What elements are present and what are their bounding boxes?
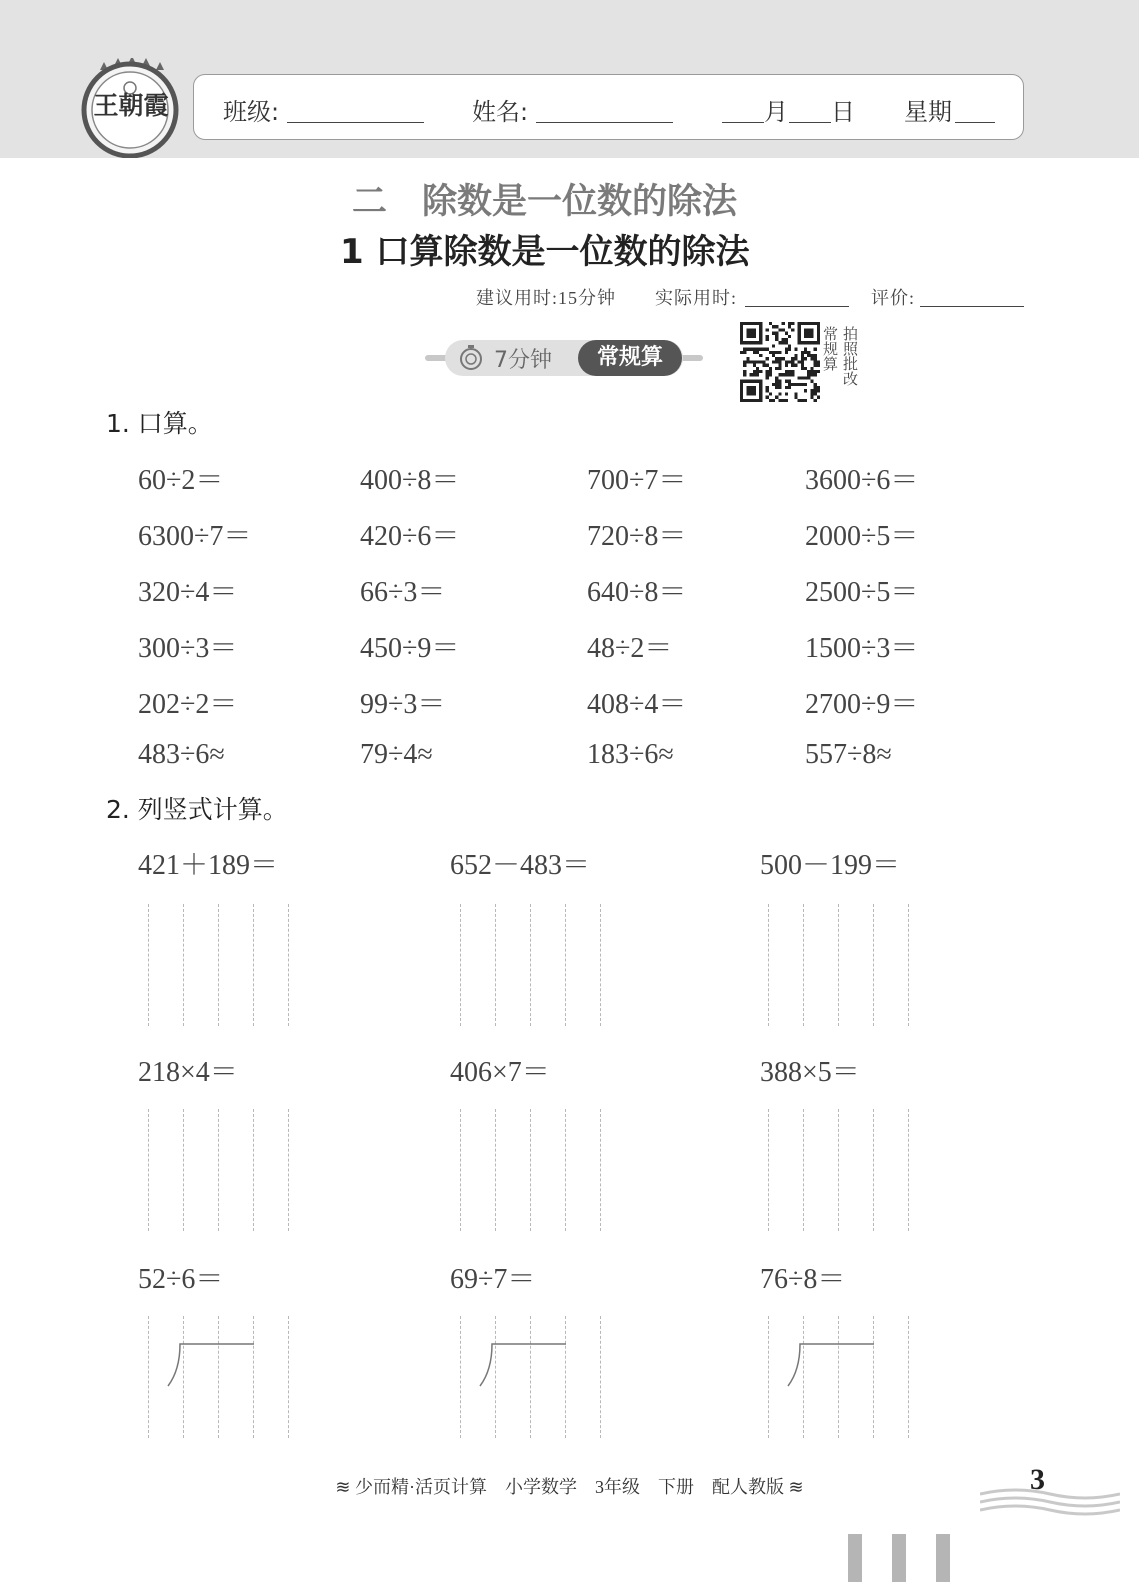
oral-expression: 99÷3＝ (360, 689, 446, 720)
work-guide-line (600, 904, 601, 1026)
work-guide-line (565, 1109, 566, 1231)
vertical-expression: 421＋189＝ (138, 850, 279, 881)
work-guide-line (495, 904, 496, 1026)
qr-caption-routine: 常规算 (821, 326, 839, 371)
long-division-bracket (782, 1340, 882, 1400)
rating-field[interactable] (920, 306, 1024, 307)
work-guide-line (803, 904, 804, 1026)
oral-expression: 640÷8＝ (587, 577, 687, 608)
day-field[interactable] (789, 122, 831, 123)
vertical-expression: 388×5＝ (760, 1057, 860, 1088)
oral-expression: 483÷6≈ (138, 739, 225, 770)
oral-expression: 320÷4＝ (138, 577, 238, 608)
bottom-tab-1 (848, 1534, 862, 1582)
oral-expression: 79÷4≈ (360, 739, 433, 770)
wave-decoration (980, 1486, 1120, 1522)
work-guide-line (148, 1109, 149, 1231)
work-guide-line (253, 904, 254, 1026)
work-guide-line (460, 1316, 461, 1438)
long-division-bracket (474, 1340, 574, 1400)
logo-text: 王朝霞 (93, 93, 169, 120)
page-number: 3 (1030, 1463, 1045, 1496)
work-guide-line (148, 1316, 149, 1438)
oral-expression: 720÷8＝ (587, 521, 687, 552)
qr-caption-photo: 拍照批改 (841, 326, 859, 386)
work-guide-line (838, 1109, 839, 1231)
oral-expression: 420÷6＝ (360, 521, 460, 552)
vertical-expression: 500－199＝ (760, 850, 901, 881)
oral-expression: 300÷3＝ (138, 633, 238, 664)
work-guide-line (253, 1109, 254, 1231)
vertical-expression: 218×4＝ (138, 1057, 238, 1088)
oral-expression: 2700÷9＝ (805, 689, 919, 720)
work-guide-line (768, 1316, 769, 1438)
long-division-bracket (162, 1340, 262, 1400)
routine-time: 7分钟 (494, 348, 552, 373)
chapter-title: 二 除数是一位数的除法 (352, 182, 738, 222)
rating-label: 评价: (871, 288, 916, 308)
vertical-expression: 406×7＝ (450, 1057, 550, 1088)
work-guide-line (600, 1316, 601, 1438)
day-label: 日 (831, 98, 855, 126)
oral-expression: 3600÷6＝ (805, 465, 919, 496)
oral-expression: 1500÷3＝ (805, 633, 919, 664)
oral-expression: 408÷4＝ (587, 689, 687, 720)
lesson-title: 1 口算除数是一位数的除法 (340, 232, 750, 272)
work-guide-line (218, 1109, 219, 1231)
oral-expression: 400÷8＝ (360, 465, 460, 496)
work-guide-line (460, 1109, 461, 1231)
oral-expression: 700÷7＝ (587, 465, 687, 496)
work-guide-line (565, 904, 566, 1026)
class-field[interactable] (287, 122, 424, 123)
vertical-expression: 76÷8＝ (760, 1264, 846, 1295)
qr-code[interactable] (740, 322, 820, 402)
weekday-field[interactable] (955, 122, 995, 123)
work-guide-line (288, 1316, 289, 1438)
oral-expression: 6300÷7＝ (138, 521, 252, 552)
work-guide-line (908, 904, 909, 1026)
work-guide-line (460, 904, 461, 1026)
footer-text: ≋ 少而精·活页计算 小学数学 3年级 下册 配人教版 ≋ (335, 1477, 804, 1497)
work-guide-line (873, 904, 874, 1026)
bottom-tab-2 (892, 1534, 906, 1582)
weekday-label: 星期 (904, 98, 952, 126)
vertical-expression: 52÷6＝ (138, 1264, 224, 1295)
oral-expression: 450÷9＝ (360, 633, 460, 664)
actual-time-label: 实际用时: (655, 288, 738, 308)
stopwatch-icon (457, 344, 485, 372)
work-guide-line (183, 1109, 184, 1231)
work-guide-line (218, 904, 219, 1026)
student-info-box (193, 74, 1024, 140)
work-guide-line (768, 904, 769, 1026)
routine-label: 常规算 (578, 340, 682, 376)
oral-expression: 66÷3＝ (360, 577, 446, 608)
work-guide-line (148, 904, 149, 1026)
work-guide-line (288, 1109, 289, 1231)
vertical-expression: 69÷7＝ (450, 1264, 536, 1295)
name-field[interactable] (536, 122, 673, 123)
work-guide-line (530, 1109, 531, 1231)
work-guide-line (908, 1316, 909, 1438)
month-label: 月 (764, 98, 788, 126)
oral-expression: 2000÷5＝ (805, 521, 919, 552)
work-guide-line (803, 1109, 804, 1231)
class-label: 班级: (223, 98, 280, 126)
bottom-tab-3 (936, 1534, 950, 1582)
vertical-expression: 652－483＝ (450, 850, 591, 881)
oral-expression: 48÷2＝ (587, 633, 673, 664)
work-guide-line (838, 904, 839, 1026)
oral-expression: 60÷2＝ (138, 465, 224, 496)
oral-expression: 183÷6≈ (587, 739, 674, 770)
oral-expression: 202÷2＝ (138, 689, 238, 720)
work-guide-line (908, 1109, 909, 1231)
name-label: 姓名: (472, 98, 529, 126)
work-guide-line (288, 904, 289, 1026)
work-guide-line (768, 1109, 769, 1231)
work-guide-line (530, 904, 531, 1026)
section2-title: 2. 列竖式计算。 (106, 795, 288, 824)
work-guide-line (873, 1109, 874, 1231)
month-field[interactable] (722, 122, 764, 123)
suggested-time: 建议用时:15分钟 (476, 288, 617, 308)
work-guide-line (600, 1109, 601, 1231)
work-guide-line (183, 904, 184, 1026)
work-guide-line (495, 1109, 496, 1231)
oral-expression: 2500÷5＝ (805, 577, 919, 608)
actual-time-field[interactable] (745, 306, 849, 307)
oral-expression: 557÷8≈ (805, 739, 892, 770)
section1-title: 1. 口算。 (106, 409, 213, 438)
